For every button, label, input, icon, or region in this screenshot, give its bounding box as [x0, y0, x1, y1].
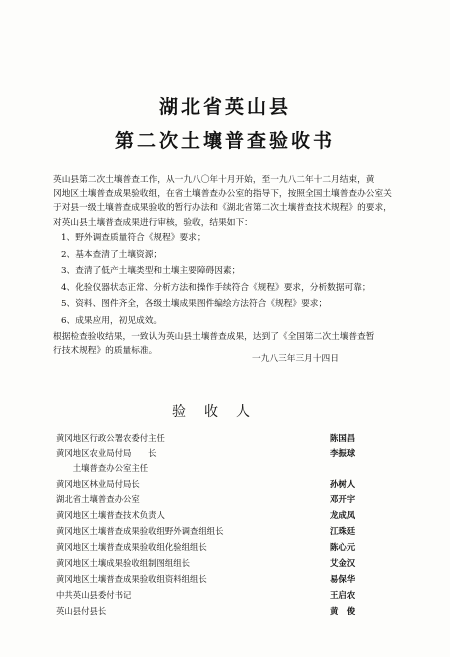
member-role: 黄冈地区土壤普查成果验收组野外调查组组长 — [56, 526, 224, 536]
member-row — [56, 492, 386, 507]
member-role: 黄冈地区林业局付局长 — [56, 479, 140, 489]
member-role: 黄冈地区土壤普查成果验收组资料组组长 — [56, 574, 207, 584]
member-row — [56, 508, 386, 523]
result-item: 1、野外调查质量符合《规程》要求； — [61, 233, 206, 243]
intro-paragraph — [53, 173, 415, 230]
acceptance-heading: 验收人 — [172, 404, 268, 420]
result-item: 3、查清了低产土壤类型和土壤主要障碍因素； — [61, 266, 241, 276]
member-role: 黄冈地区土壤普查技术负责人 — [56, 510, 165, 520]
member-row — [56, 556, 386, 571]
document-date: 一九八三年三月十四日 — [252, 354, 339, 364]
member-role: 黄冈地区土壤普查成果验收组化验组组长 — [56, 542, 207, 552]
member-role: 黄冈地区土壤成果验收组制图组组长 — [56, 558, 190, 568]
intro-line: 对英山县土壤普查成果进行审核，验收，结果如下： — [53, 217, 253, 228]
member-row — [56, 477, 386, 492]
member-row — [56, 524, 386, 539]
member-role: 黄冈地区行政公署农委付主任 — [56, 433, 165, 443]
member-role: 黄冈地区农业局付局 长 — [56, 448, 157, 458]
member-role: 湖北省土壤普查办公室 — [56, 494, 140, 504]
conclusion-line: 根据检查验收结果，一致认为英山县土壤普查成果，达到了《全国第二次土壤普查暂 — [53, 332, 375, 342]
member-row — [56, 461, 386, 476]
member-name: 孙树人 — [330, 479, 356, 489]
member-row — [56, 604, 386, 619]
member-name: 陈国昌 — [330, 433, 356, 443]
member-role: 土壤普查办公室主任 — [56, 463, 149, 473]
intro-line: 冈地区土壤普查成果验收组，在省土壤普查办公室的指导下，按照全国土壤普查办公室关 — [53, 189, 392, 200]
result-item: 4、化验仪器状态正常、分析方法和操作手续符合《规程》要求，分析数据可靠； — [61, 283, 371, 293]
member-role: 英山县付县长 — [56, 606, 107, 616]
member-row — [56, 446, 386, 461]
member-role: 中共英山县委付书记 — [56, 590, 132, 600]
member-name: 龙成凤 — [330, 510, 356, 520]
member-row — [56, 540, 386, 555]
document-title-line1: 湖北省英山县 — [158, 96, 291, 118]
member-name: 江珠廷 — [330, 526, 356, 536]
conclusion-line: 行技术规程》的质量标准。 — [53, 346, 158, 357]
member-row — [56, 431, 386, 446]
member-row — [56, 588, 386, 603]
member-name: 艾金汉 — [330, 558, 356, 568]
member-name: 王启农 — [330, 590, 356, 600]
member-name: 邓开宇 — [330, 494, 356, 504]
intro-line: 于对县一级土壤普查成果验收的暂行办法和《湖北省第二次土壤普查技术规程》的要求， — [53, 203, 392, 214]
member-name: 李振球 — [330, 448, 356, 458]
member-name: 陈心元 — [330, 542, 356, 552]
member-name: 黄 俊 — [330, 606, 356, 616]
result-item: 2、基本查清了土壤资源； — [61, 250, 163, 260]
intro-line: 英山县第二次土壤普查工作，从一九八〇年十月开始，至一九八二年十二月结束，黄 — [53, 175, 375, 185]
document-title-line2: 第二次土壤普查验收书 — [114, 130, 335, 152]
result-item: 6、成果应用，初见成效。 — [61, 316, 163, 326]
result-item: 5、资料、图件齐全，各级土壤成果图件编绘方法符合《规程》要求； — [61, 299, 328, 309]
conclusion-paragraph — [53, 318, 415, 358]
member-name: 易保华 — [330, 574, 356, 584]
member-row — [56, 572, 386, 587]
